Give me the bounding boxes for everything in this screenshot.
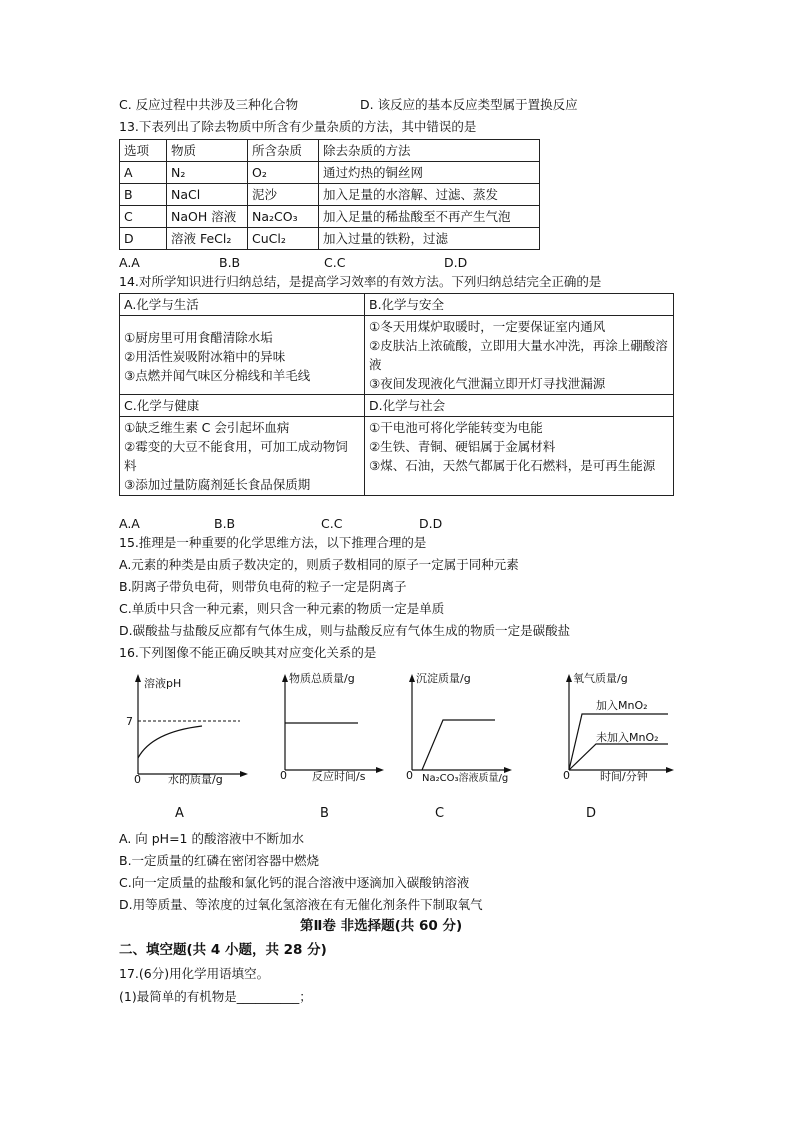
list-item: ③点燃并闻气味区分棉线和羊毛线 bbox=[124, 368, 311, 383]
q13-table bbox=[119, 139, 540, 250]
q16-option-d: D.用等质量、等浓度的过氧化氢溶液在有无催化剂条件下制取氧气 bbox=[119, 897, 483, 912]
ph7-mark: 7 bbox=[126, 715, 133, 728]
x-axis-arrow bbox=[240, 771, 248, 777]
list-item: ①厨房里可用食醋清除水垢 bbox=[124, 330, 273, 345]
choice-d: D.D bbox=[419, 516, 443, 531]
q12-option-d: D. 该反应的基本反应类型属于置换反应 bbox=[360, 97, 578, 112]
q13-choices bbox=[119, 255, 467, 271]
section-heading: 二、填空题(共 4 小题，共 28 分) bbox=[119, 942, 327, 958]
q14-stem: 14.对所学知识进行归纳总结，是提高学习效率的有效方法。下列归纳总结完全正确的是 bbox=[119, 274, 602, 289]
table-cell: Na₂CO₃ bbox=[248, 206, 319, 228]
cell-d-title: D.化学与社会 bbox=[365, 395, 674, 417]
table-row bbox=[120, 417, 674, 496]
choice-c: C.C bbox=[324, 255, 346, 270]
x-label: 反应时间/s bbox=[312, 770, 366, 783]
no-catalyst-curve bbox=[569, 744, 668, 770]
q15-option-a: A.元素的种类是由质子数决定的，则质子数相同的原子一定属于同种元素 bbox=[119, 557, 519, 572]
ph-curve bbox=[138, 726, 202, 758]
cell-b-items bbox=[365, 316, 674, 395]
part2-title: 第Ⅱ卷 非选择题(共 60 分) bbox=[300, 918, 463, 934]
list-item: ①缺乏维生素 C 会引起坏血病 bbox=[124, 420, 290, 435]
choice-d: D.D bbox=[444, 255, 468, 270]
x-axis-arrow bbox=[666, 767, 674, 773]
table-cell: C bbox=[120, 206, 167, 228]
table-cell: NaCl bbox=[167, 184, 248, 206]
precipitate-line bbox=[422, 720, 495, 770]
x-label: 时间/分钟 bbox=[600, 770, 648, 783]
list-item: ②生铁、青铜、硬铝属于金属材料 bbox=[369, 439, 556, 454]
x-axis-arrow bbox=[376, 767, 384, 773]
list-item: ②用活性炭吸附冰箱中的异味 bbox=[124, 349, 286, 364]
q15-stem: 15.推理是一种重要的化学思维方法，以下推理合理的是 bbox=[119, 535, 427, 550]
y-axis-arrow bbox=[409, 674, 415, 682]
q15-option-b: B.阴离子带负电荷，则带负电荷的粒子一定是阴离子 bbox=[119, 579, 407, 594]
x-label: 水的质量/g bbox=[168, 773, 223, 785]
list-item: ②霉变的大豆不能食用，可加工成动物饲料 bbox=[124, 439, 348, 473]
table-cell: A bbox=[120, 162, 167, 184]
table-header-row bbox=[120, 140, 540, 162]
cell-d-items bbox=[365, 417, 674, 496]
y-axis-arrow bbox=[135, 674, 141, 682]
choice-b: B.B bbox=[214, 516, 236, 531]
q16-option-b: B.一定质量的红磷在密闭容器中燃烧 bbox=[119, 853, 320, 868]
q15-option-c: C.单质中只含一种元素，则只含一种元素的物质一定是单质 bbox=[119, 601, 445, 616]
cell-c-title: C.化学与健康 bbox=[120, 395, 365, 417]
q14-choices bbox=[119, 516, 442, 532]
list-item: ③夜间发现液化气泄漏立即开灯寻找泄漏源 bbox=[369, 376, 606, 391]
q12-option-c: C. 反应过程中共涉及三种化合物 bbox=[119, 97, 299, 112]
origin-label: 0 bbox=[563, 769, 570, 782]
y-label: 沉淀质量/g bbox=[416, 672, 471, 685]
table-cell: CuCl₂ bbox=[248, 228, 319, 250]
choice-a: A.A bbox=[119, 255, 140, 270]
list-item: ①干电池可将化学能转变为电能 bbox=[369, 420, 543, 435]
cell-b-title: B.化学与安全 bbox=[365, 294, 674, 316]
graph-d-letter: D bbox=[586, 806, 597, 821]
list-item: ③添加过量防腐剂延长食品保质期 bbox=[124, 477, 311, 492]
curve2-label: 未加入MnO₂ bbox=[596, 731, 659, 744]
table-cell: D bbox=[120, 228, 167, 250]
list-item: ②皮肤沾上浓硫酸，立即用大量水冲洗，再涂上硼酸溶液 bbox=[369, 338, 668, 372]
table-cell: 溶液 FeCl₂ bbox=[167, 228, 248, 250]
choice-a: A.A bbox=[119, 516, 140, 531]
table-header-cell: 选项 bbox=[120, 140, 167, 162]
list-item: ①冬天用煤炉取暖时，一定要保证室内通风 bbox=[369, 319, 606, 334]
y-label: 物质总质量/g bbox=[289, 672, 355, 685]
q17-part1: (1)最简单的有机物是__________； bbox=[119, 989, 312, 1004]
table-cell: N₂ bbox=[167, 162, 248, 184]
table-cell: NaOH 溶液 bbox=[167, 206, 248, 228]
y-label: 氧气质量/g bbox=[573, 672, 628, 685]
y-axis-arrow bbox=[566, 674, 572, 682]
table-row bbox=[120, 162, 540, 184]
table-row bbox=[120, 294, 674, 316]
choice-c: C.C bbox=[321, 516, 343, 531]
x-label: Na₂CO₃溶液质量/g bbox=[422, 773, 509, 784]
table-row bbox=[120, 395, 674, 417]
origin-label: 0 bbox=[134, 773, 141, 785]
q14-table bbox=[119, 293, 674, 496]
q13-stem: 13.下表列出了除去物质中所含有少量杂质的方法，其中错误的是 bbox=[119, 119, 477, 134]
origin-label: 0 bbox=[280, 769, 287, 782]
y-label: 溶液pH bbox=[144, 677, 182, 690]
table-row bbox=[120, 228, 540, 250]
q16-option-c: C.向一定质量的盐酸和氯化钙的混合溶液中逐滴加入碳酸钠溶液 bbox=[119, 875, 470, 890]
q17-stem: 17.(6分)用化学用语填空。 bbox=[119, 966, 270, 981]
table-header-cell: 所含杂质 bbox=[248, 140, 319, 162]
graph-c-letter: C bbox=[435, 806, 445, 821]
q16-stem: 16.下列图像不能正确反映其对应变化关系的是 bbox=[119, 645, 377, 660]
table-cell: B bbox=[120, 184, 167, 206]
graph-b-letter: B bbox=[320, 806, 329, 821]
graph-c bbox=[400, 670, 515, 785]
table-cell: 泥沙 bbox=[248, 184, 319, 206]
table-cell: 通过灼热的铜丝网 bbox=[319, 162, 540, 184]
graph-d bbox=[558, 670, 678, 785]
table-header-cell: 物质 bbox=[167, 140, 248, 162]
table-cell: O₂ bbox=[248, 162, 319, 184]
graph-b bbox=[272, 670, 387, 785]
origin-label: 0 bbox=[406, 769, 413, 782]
table-header-cell: 除去杂质的方法 bbox=[319, 140, 540, 162]
table-row bbox=[120, 206, 540, 228]
y-axis-arrow bbox=[282, 674, 288, 682]
q15-option-d: D.碳酸盐与盐酸反应都有气体生成，则与盐酸反应有气体生成的物质一定是碳酸盐 bbox=[119, 623, 571, 638]
table-cell: 加入过量的铁粉，过滤 bbox=[319, 228, 540, 250]
cell-a-title: A.化学与生活 bbox=[120, 294, 365, 316]
cell-a-items bbox=[120, 316, 365, 395]
q16-option-a: A. 向 pH=1 的酸溶液中不断加水 bbox=[119, 831, 304, 846]
curve1-label: 加入MnO₂ bbox=[596, 699, 648, 712]
table-row bbox=[120, 316, 674, 395]
cell-c-items bbox=[120, 417, 365, 496]
table-row bbox=[120, 184, 540, 206]
table-cell: 加入足量的水溶解、过滤、蒸发 bbox=[319, 184, 540, 206]
graph-a bbox=[122, 670, 252, 785]
table-cell: 加入足量的稀盐酸至不再产生气泡 bbox=[319, 206, 540, 228]
list-item: ③煤、石油，天然气都属于化石燃料，是可再生能源 bbox=[369, 458, 656, 473]
graph-a-letter: A bbox=[175, 806, 184, 821]
choice-b: B.B bbox=[219, 255, 241, 270]
